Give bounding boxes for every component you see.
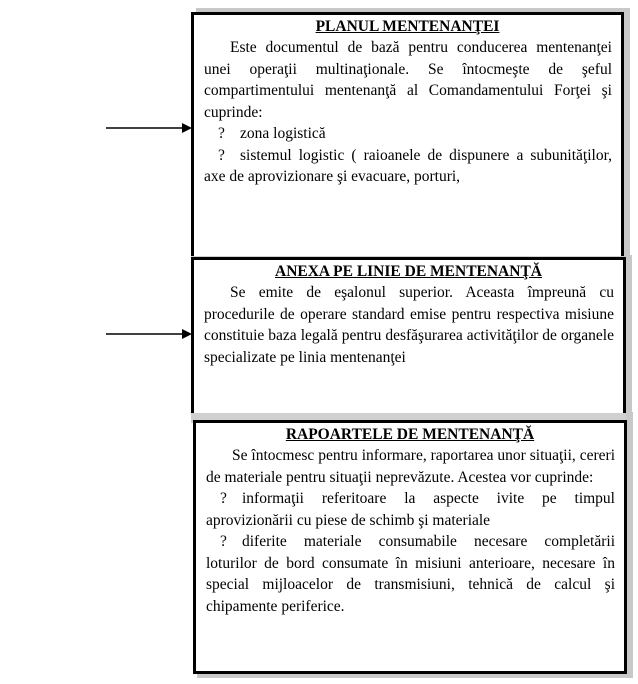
box-1-bullet-1: ? zona logistică	[204, 123, 612, 145]
box-planul-mentenantei	[191, 12, 624, 258]
box-1-title: PLANUL MENTENANŢEI	[315, 18, 500, 35]
box-anexa-mentenanta	[191, 257, 626, 417]
box-2-title: ANEXA PE LINIE DE MENTENANŢĂ	[275, 263, 542, 280]
box-rapoartele-mentenanta	[193, 420, 627, 674]
box-1-paragraph: Este documentul de bază pentru conducerea mentenanţei unei operaţii multinaţionale. Se întocmeşte de şeful compartimentului mentenanţă al Comandamentului Forţei şi cuprinde:	[204, 39, 612, 121]
bullet-mark-icon: ?	[218, 125, 225, 142]
arrow-to-box-2	[106, 328, 196, 342]
bullet-mark-icon: ?	[220, 490, 227, 507]
box-2-paragraph: Se emite de eşalonul superior. Aceasta împreună cu procedurile de operare standard emise pentru respectiva misiune constituie baza legală pentru desfăşurarea activităţilor de organele specializate pe linia mentenanţei	[204, 284, 614, 366]
box-1-bullet-2: ? sistemul logistic ( raioanele de dispunere a subunităţilor, axe de aprovizionare şi evacuare, porturi,	[204, 146, 612, 185]
bullet-mark-icon: ?	[220, 533, 227, 550]
bullet-mark-icon: ?	[218, 146, 225, 164]
arrow-to-box-1	[106, 122, 196, 136]
box-3-bullet-2: ? diferite materiale consumabile necesare completării loturilor de bord consumate în misiuni anterioare, necesare în special mijloacelor de transmisiuni, tehnică de calcul şi chipamente periferice.	[206, 533, 615, 615]
box-3-paragraph: Se întocmesc pentru informare, raportarea unor situaţii, cereri de materiale pentru situaţii neprevăzute. Acestea vor cuprinde:	[206, 447, 615, 486]
box-3-title: RAPOARTELE DE MENTENANŢĂ	[285, 426, 535, 443]
box-3-bullet-1: ? informaţii referitoare la aspecte ivite pe timpul aprovizionării cu piese de schimb şi materiale	[206, 490, 615, 529]
